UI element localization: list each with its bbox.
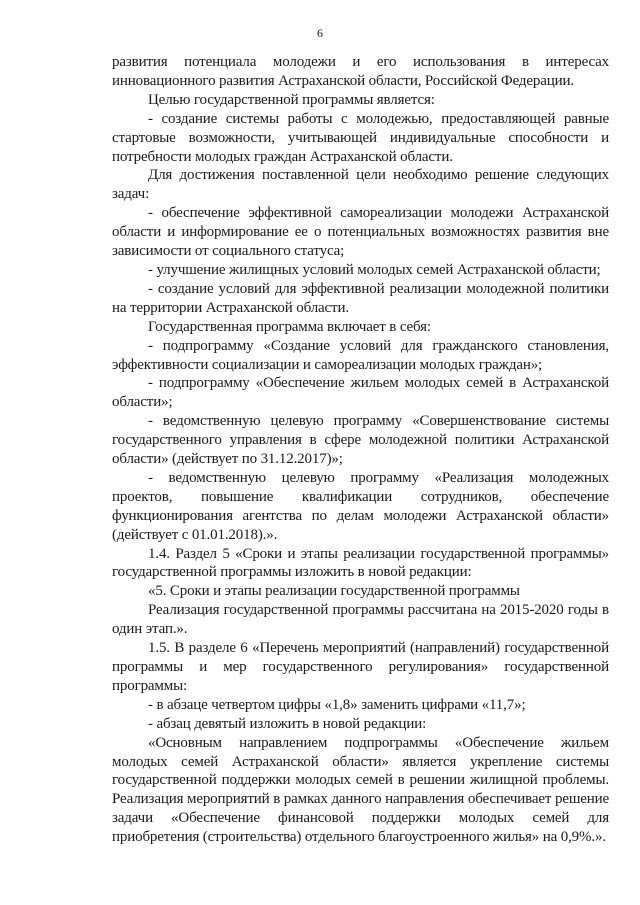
paragraph-section-1-5: 1.5. В разделе 6 «Перечень мероприятий (направлений) государственной программы и мер государственного регулирования» государственной программы: [112, 640, 609, 694]
paragraph-section-5-text: Реализация государственной программы рассчитана на 2015-2020 годы в один этап.». [112, 602, 609, 638]
paragraph-goal-item: - создание системы работы с молодежью, предоставляющей равные стартовые возможности, учитывающей индивидуальные способности и потребности молодых граждан Астраханской области. [112, 110, 609, 165]
paragraph-departmental-program-2: - ведомственную целевую программу «Реализация молодежных проектов, повышение квалификации сотрудников, обеспечение функционирования агентства по делам молодежи Астраханской области» (действует с 01.01.2018).». [112, 469, 609, 543]
paragraph-goal-heading: Целью государственной программы является: [148, 91, 435, 108]
paragraph-continuation: развития потенциала молодежи и его использования в интересах инновационного развития Астраханской области, Российской Федерации. [112, 54, 609, 89]
paragraph-program-includes: Государственная программа включает в себя: [148, 318, 431, 335]
paragraph-tasks-heading: Для достижения поставленной цели необходимо решение следующих задач: [112, 167, 609, 203]
paragraph-amendment-1: - в абзаце четвертом цифры «1,8» заменить цифрами «11,7»; [148, 696, 526, 713]
paragraph-task-3: - создание условий для эффективной реализации молодежной политики на территории Астраханской области. [112, 280, 609, 316]
paragraph-task-2: - улучшение жилищных условий молодых семей Астраханской области; [148, 261, 601, 278]
paragraph-amendment-2: - абзац девятый изложить в новой редакции: [148, 715, 427, 732]
paragraph-subprogram-1: - подпрограмму «Создание условий для гражданского становления, эффективности социализации и самореализации молодых граждан»; [112, 337, 609, 373]
page-number: 6 [317, 26, 323, 40]
paragraph-departmental-program-1: - ведомственную целевую программу «Совершенствование системы государственного управления в сфере молодежной политики Астраханской области» (действует по 31.12.2017)»; [112, 413, 609, 468]
paragraph-task-1: - обеспечение эффективной самореализации молодежи Астраханской области и информирование ее о потенциальных возможностях развития вне зависимости от социального статуса; [112, 205, 609, 260]
paragraph-section-5-title: «5. Сроки и этапы реализации государственной программы [148, 583, 520, 600]
document-body [112, 53, 609, 847]
paragraph-subprogram-2: - подпрограмму «Обеспечение жильем молодых семей в Астраханской области»; [112, 375, 609, 411]
paragraph-section-1-4: 1.4. Раздел 5 «Сроки и этапы реализации государственной программы» государственной программы изложить в новой редакции: [112, 545, 609, 581]
paragraph-new-text: «Основным направлением подпрограммы «Обеспечение жильем молодых семей Астраханской области» является укрепление системы государственной поддержки молодых семей в решении жилищной проблемы. Реализация мероприятий в рамках данного направления обеспечивает решение задачи «Обеспечение финансовой поддержки молодых семей для приобретения (строительства) отдельного благоустроенного жилья» на 0,9%.». [112, 734, 609, 846]
